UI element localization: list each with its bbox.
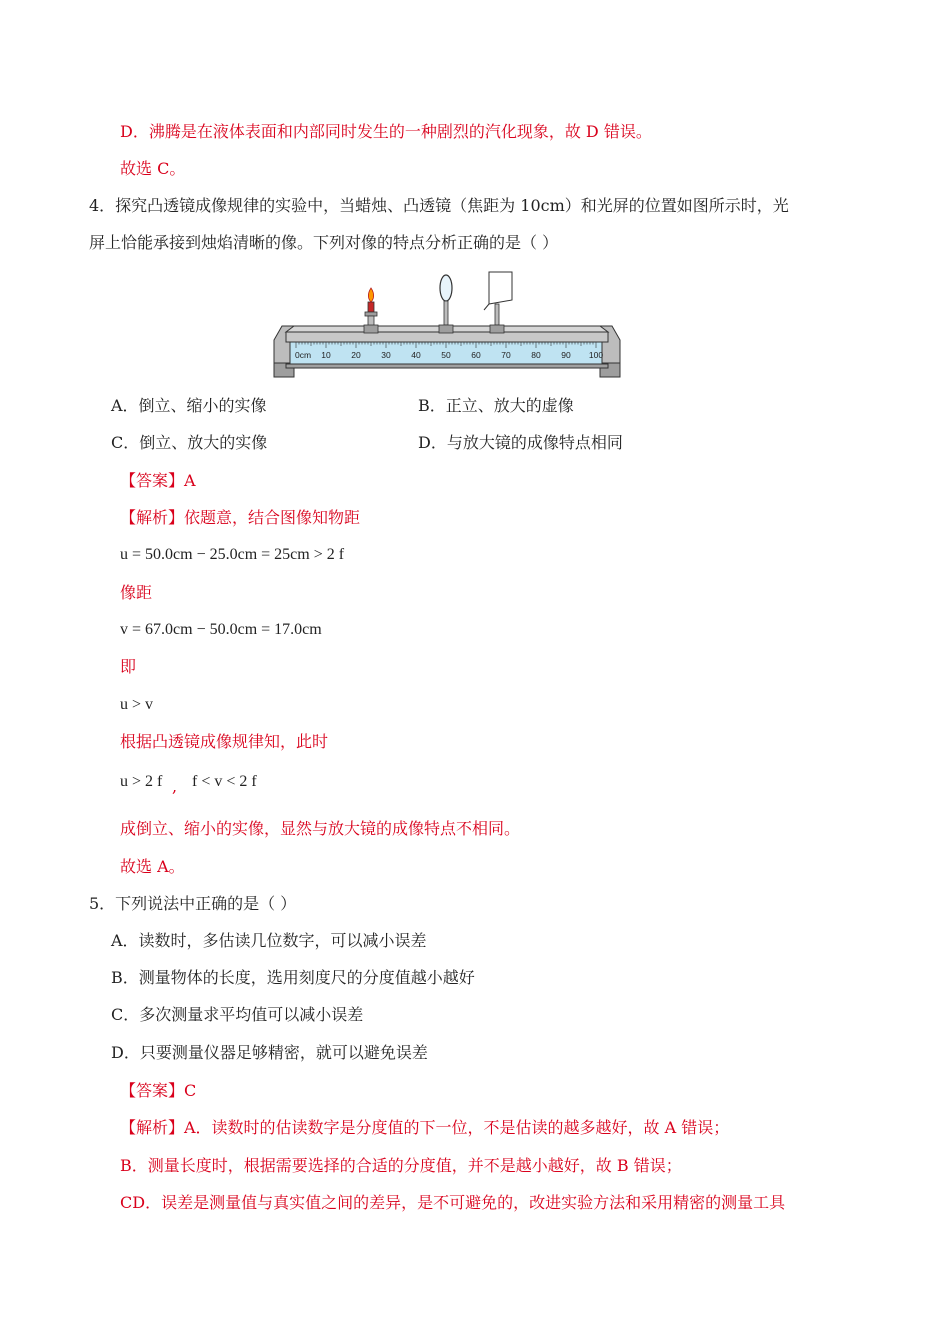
ruler-label: 0cm: [295, 350, 312, 360]
ruler-label: 70: [501, 350, 511, 360]
prev-option-d-analysis: D．沸腾是在液体表面和内部同时发生的一种剧烈的汽化现象，故 D 错误。: [120, 122, 652, 141]
ruler-label: 40: [411, 350, 421, 360]
q5-option-a[interactable]: A．读数时，多估读几位数字，可以减小误差: [111, 931, 427, 950]
ruler-label: 10: [321, 350, 331, 360]
q5-option-c[interactable]: C．多次测量求平均值可以减小误差: [111, 1005, 364, 1024]
q5-analysis-cd: CD．误差是测量值与真实值之间的差异，是不可避免的，改进实验方法和采用精密的测量工具: [120, 1193, 786, 1212]
optical-bench-figure: [272, 270, 622, 382]
q4-choose: 故选 A。: [120, 857, 185, 876]
q5-analysis-a: 【解析】A．读数时的估读数字是分度值的下一位，不是估读的越多越好，故 A 错误；: [120, 1118, 730, 1137]
prev-choose: 故选 C。: [120, 159, 186, 178]
q4-eq-object-distance: u = 50.0cm − 25.0cm = 25cm > 2 f: [120, 546, 345, 563]
convex-lens-icon: [439, 275, 453, 333]
q4-option-b[interactable]: B．正立、放大的虚像: [418, 396, 574, 415]
q4-eq-u-gt-v: u > v: [120, 696, 154, 713]
q4-option-c[interactable]: C．倒立、放大的实像: [111, 433, 268, 452]
light-screen-icon: [484, 272, 512, 333]
q4-option-d[interactable]: D．与放大镜的成像特点相同: [418, 433, 623, 452]
q4-eq-condition-1: u > 2 f: [120, 773, 163, 790]
q5-option-d[interactable]: D．只要测量仪器足够精密，就可以避免误差: [111, 1043, 428, 1062]
q5-analysis-b: B．测量长度时，根据需要选择的合适的分度值，并不是越小越好，故 B 错误；: [120, 1156, 682, 1175]
q4-stem-line1: 4．探究凸透镜成像规律的实验中，当蜡烛、凸透镜（焦距为 10cm）和光屏的位置如图所示时，光: [89, 196, 789, 215]
q5-stem: 5．下列说法中正确的是（ ）: [89, 894, 297, 913]
ruler-label: 60: [471, 350, 481, 360]
q4-eq-condition-2: f < v < 2 f: [192, 773, 257, 790]
ruler-label: 50: [441, 350, 451, 360]
q4-eq-image-distance: v = 67.0cm − 50.0cm = 17.0cm: [120, 621, 322, 638]
q4-ji: 即: [120, 657, 137, 676]
q5-option-b[interactable]: B．测量物体的长度，选用刻度尺的分度值越小越好: [111, 968, 475, 987]
ruler-label: 100: [588, 350, 604, 360]
q4-stem-line2: 屏上恰能承接到烛焰清晰的像。下列对像的特点分析正确的是（ ）: [89, 233, 559, 252]
q4-option-a[interactable]: A．倒立、缩小的实像: [111, 396, 267, 415]
q4-comma: ,: [172, 777, 178, 796]
ruler-label: 20: [351, 350, 361, 360]
q4-conclusion: 成倒立、缩小的实像，显然与放大镜的成像特点不相同。: [120, 819, 521, 838]
q5-answer: 【答案】C: [120, 1081, 197, 1100]
q4-answer: 【答案】A: [120, 471, 196, 490]
ruler-label: 90: [561, 350, 571, 360]
ruler-label: 30: [381, 350, 391, 360]
q4-analysis-intro: 【解析】依题意，结合图像知物距: [120, 508, 361, 527]
ruler-label: 80: [531, 350, 541, 360]
candle-icon: [364, 288, 378, 333]
q4-rule: 根据凸透镜成像规律知，此时: [120, 732, 329, 751]
q4-image-distance-label: 像距: [120, 583, 153, 602]
